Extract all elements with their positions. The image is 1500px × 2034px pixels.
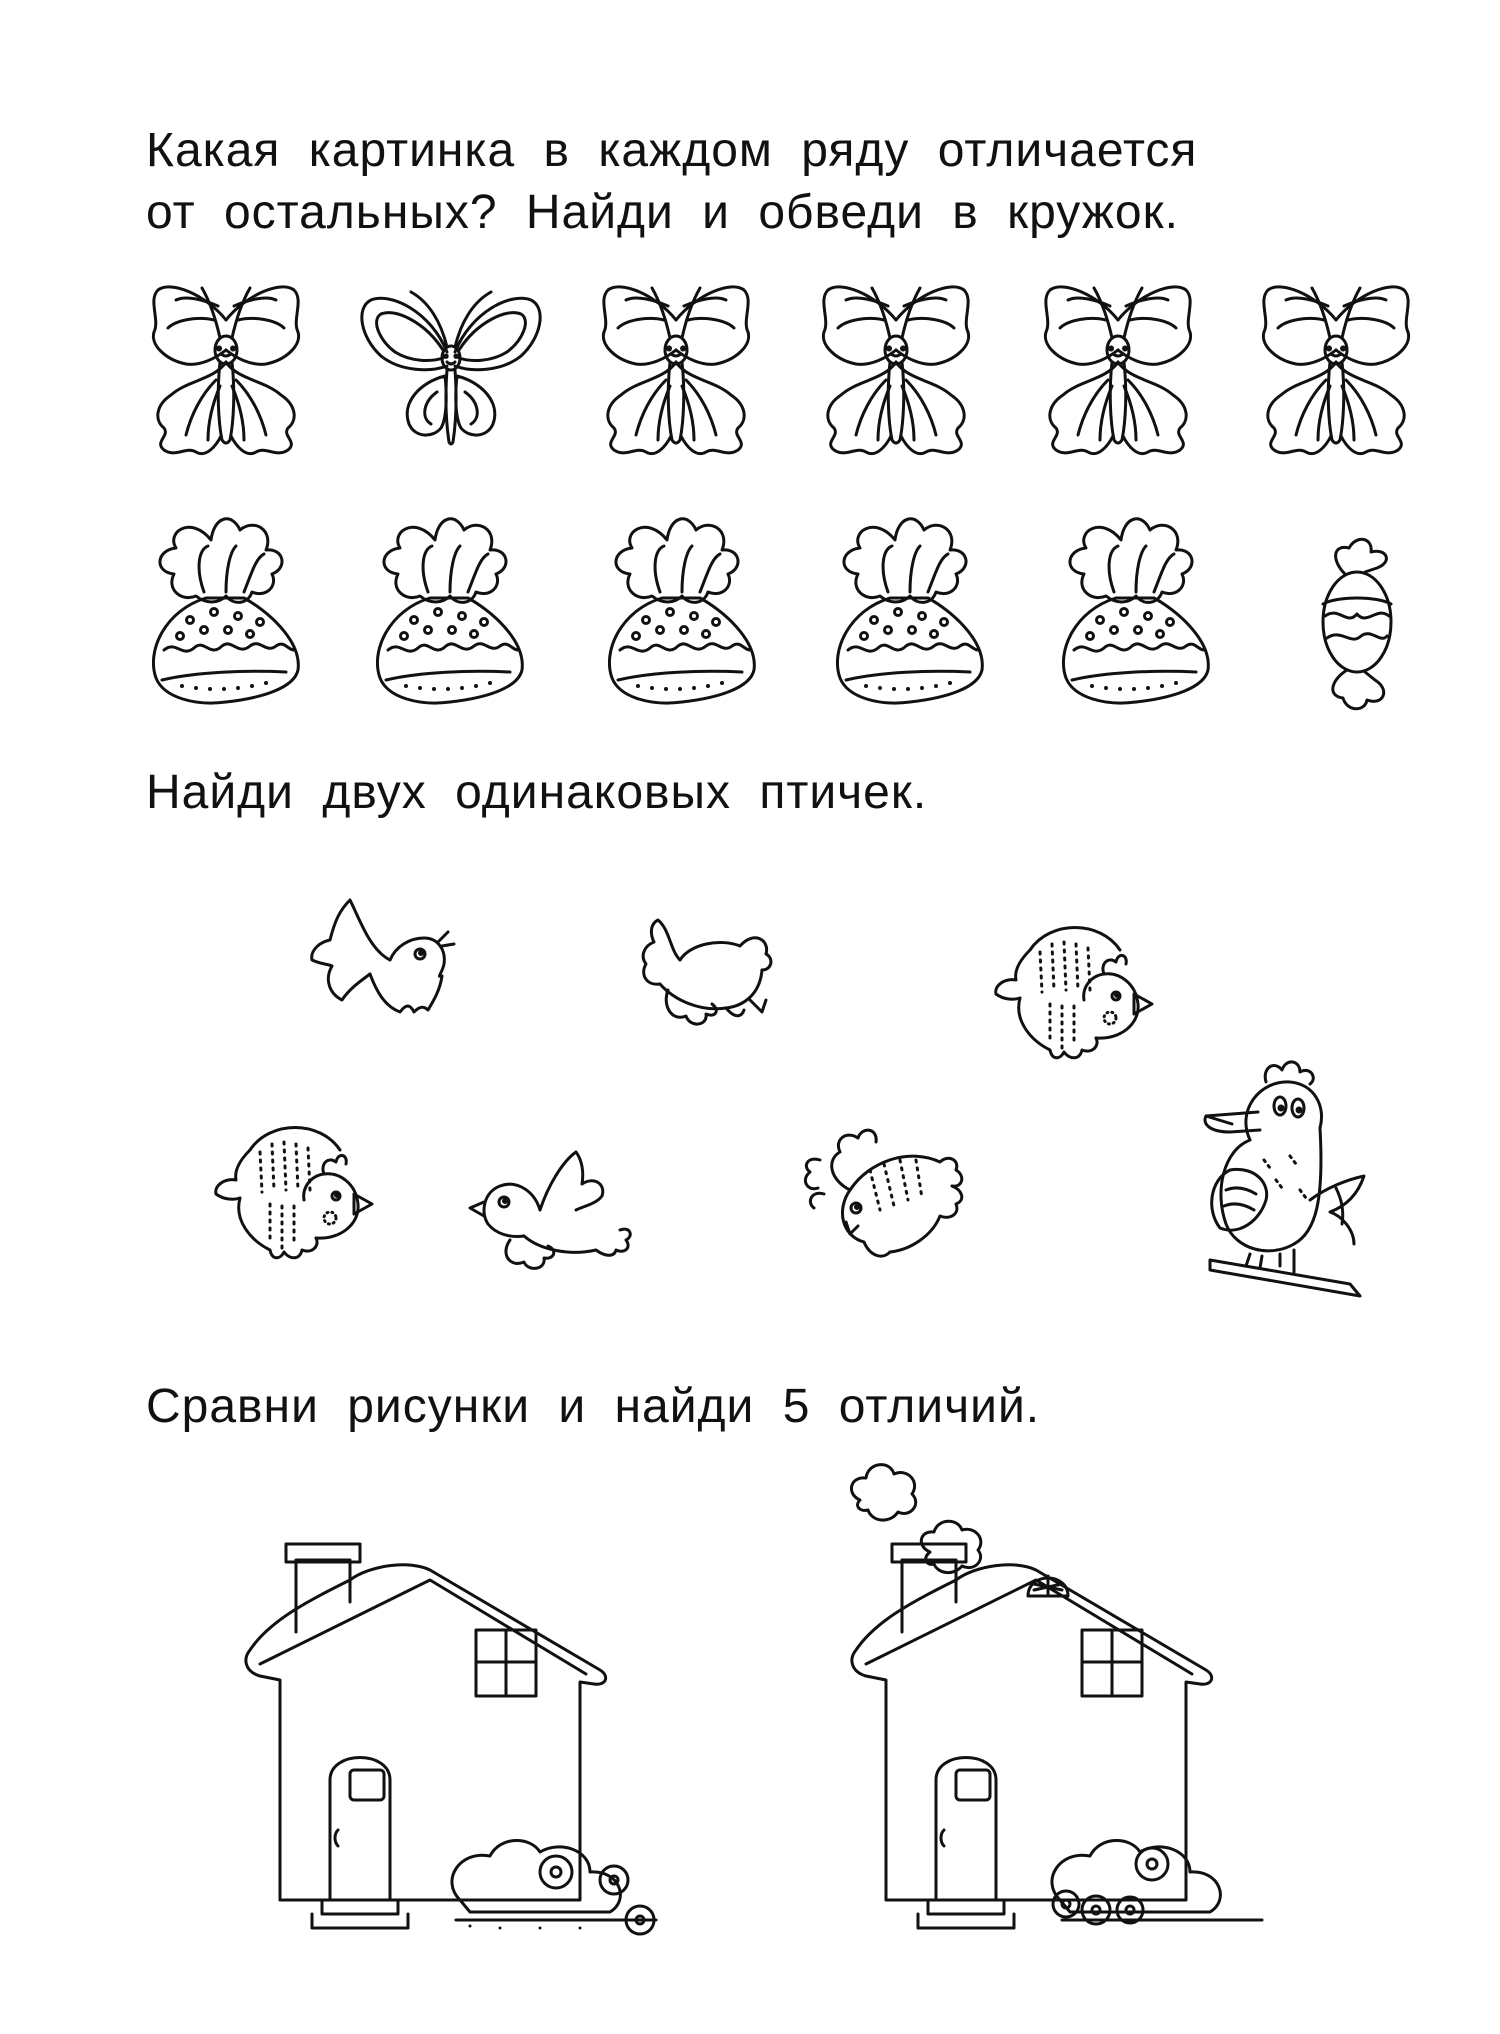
butterfly-2-odd[interactable] (362, 292, 540, 444)
wrapped-candy-odd[interactable] (1323, 539, 1391, 708)
bird-1[interactable] (312, 900, 454, 1012)
candy-bag-3[interactable] (609, 519, 754, 703)
candy-bag-5[interactable] (1063, 519, 1208, 703)
house-right[interactable] (851, 1465, 1262, 1928)
bird-5[interactable] (470, 1152, 630, 1268)
bird-3[interactable] (996, 928, 1152, 1058)
butterfly-row (153, 287, 1408, 454)
candy-row (153, 519, 1391, 709)
bird-4[interactable] (216, 1128, 372, 1258)
butterfly-3[interactable] (603, 287, 748, 454)
task-1-line-2: от остальных? Найди и обведи в кружок. (146, 186, 1179, 239)
birds-group (216, 900, 1364, 1296)
candy-bag-4[interactable] (837, 519, 982, 703)
task-3-instruction: Сравни рисунки и найди 5 отличий. (146, 1380, 1041, 1433)
butterfly-5[interactable] (1045, 287, 1190, 454)
house-right-body (852, 1544, 1212, 1928)
task-1-line-1: Какая картинка в каждом ряду отличается (146, 124, 1198, 177)
crow-bird[interactable] (1205, 1062, 1364, 1296)
butterfly-1[interactable] (153, 287, 298, 454)
house-left[interactable] (246, 1544, 656, 1934)
butterfly-4[interactable] (823, 287, 968, 454)
candy-bag-1[interactable] (153, 519, 298, 703)
candy-bag-2[interactable] (377, 519, 522, 703)
house-left-flowers (540, 1856, 654, 1934)
bird-6[interactable] (805, 1130, 961, 1256)
task-2-instruction: Найди двух одинаковых птичек. (146, 766, 928, 819)
bird-2[interactable] (643, 920, 771, 1024)
house-right-smoke (851, 1465, 980, 1573)
butterfly-6[interactable] (1263, 287, 1408, 454)
